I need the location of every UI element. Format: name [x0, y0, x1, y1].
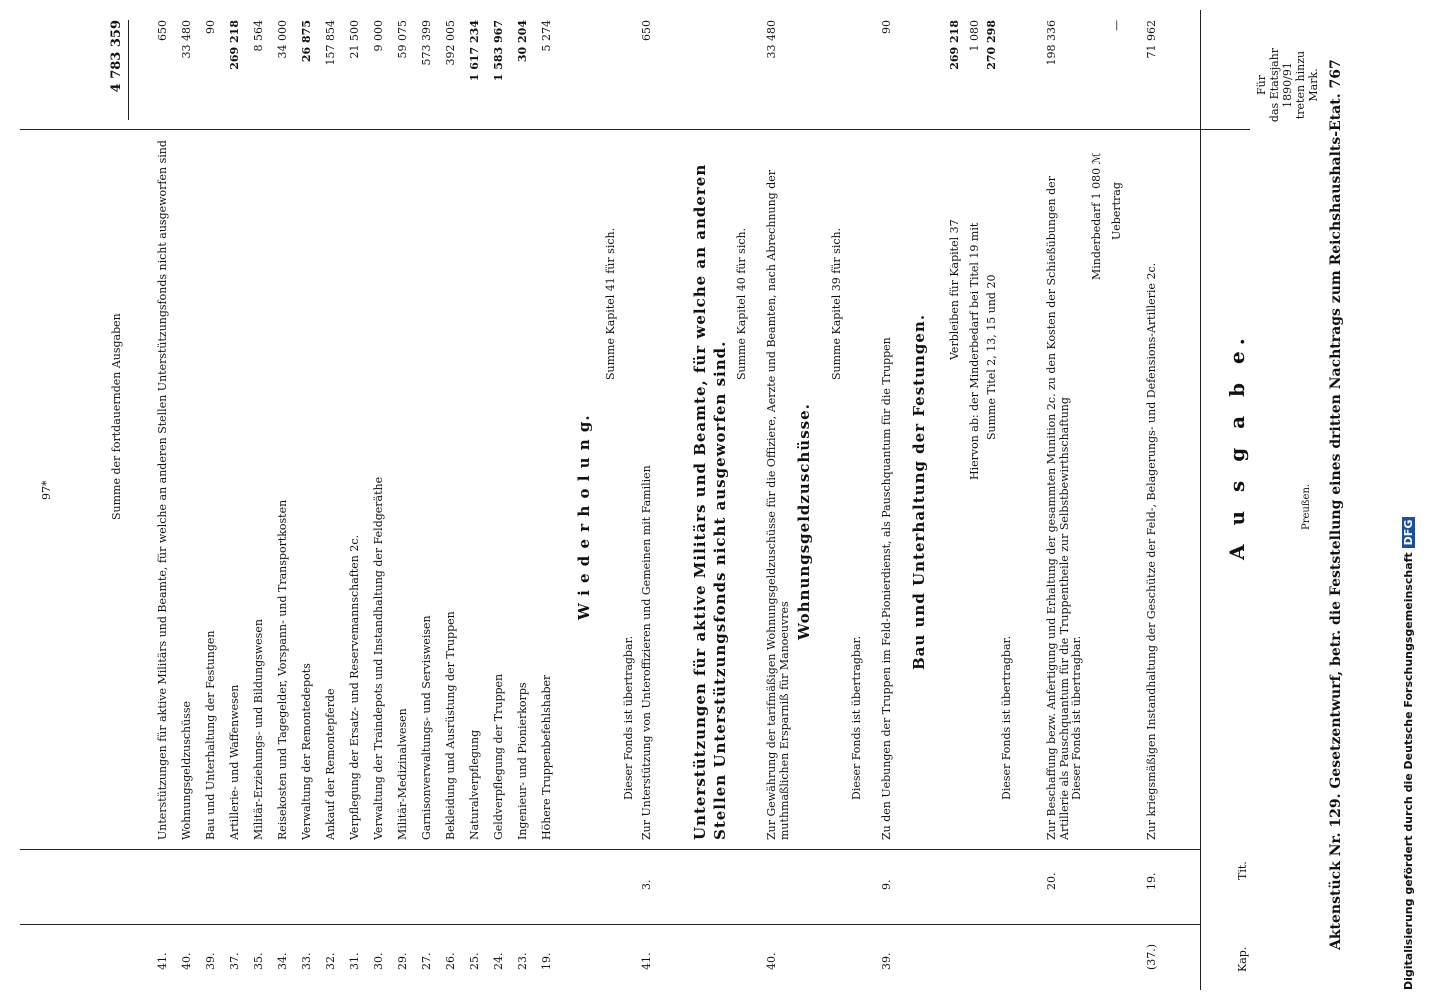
- section-sum: Summe Kapitel 39 für sich.: [830, 227, 843, 380]
- repeat-amount: 9 000: [372, 20, 385, 52]
- row-text: Zur Beschaffung bezw. Anfertigung und Erhaltung der gesammten Munition 2c. zu den Kosten der Schießübungen der Artillerie als Pauschquantum für die Truppentheile zur Selbstbewirthschaftung: [1045, 176, 1071, 840]
- repeat-kap: 32.: [324, 952, 337, 970]
- repeat-label: Verpflegung der Ersatz- und Reservemannschaften 2c.: [348, 534, 361, 840]
- section-title: A u s g a b e.: [1225, 332, 1249, 560]
- repeat-label: Verwaltung der Traindepots und Instandhaltung der Feldgeräthe: [372, 476, 385, 840]
- amount-header-line: das Etatsjahr: [1268, 47, 1281, 123]
- rule: [128, 20, 129, 120]
- side-stamp-text: [1402, 10, 1415, 990]
- row-text: Uebertrag: [1110, 182, 1123, 240]
- repeat-kap: 30.: [372, 952, 385, 970]
- row-note: Dieser Fonds ist übertragbar.: [1070, 635, 1083, 800]
- repeat-kap: 19.: [540, 952, 553, 970]
- repeat-kap: 23.: [516, 952, 529, 970]
- row-amount: 270 298: [985, 20, 998, 70]
- row-text: Hiervon ab: der Minderbedarf bei Titel 19 mit: [968, 222, 981, 480]
- section-heading: Wohnungsgeldzuschüsse.: [795, 403, 813, 640]
- repeat-label: Verwaltung der Remontedepots: [300, 663, 313, 840]
- repeat-amount: 1 583 967: [492, 20, 505, 82]
- repeat-amount: 33 480: [180, 20, 193, 59]
- row-amount: —: [1110, 20, 1123, 31]
- row-text: Minderbedarf 1 080 ℳ: [1090, 152, 1103, 280]
- tit-cell: 9.: [880, 879, 893, 890]
- repeat-kap: 34.: [276, 952, 289, 970]
- rule: [20, 849, 1200, 850]
- section-note: Dieser Fonds ist übertragbar.: [622, 635, 635, 800]
- repeat-kap: 26.: [444, 952, 457, 970]
- section-amount: 33 480: [765, 20, 778, 59]
- repeat-kap: 24.: [492, 952, 505, 970]
- rule: [20, 129, 1250, 130]
- repeat-amount: 26 875: [300, 20, 313, 63]
- dfg-logo: DFG: [1402, 517, 1415, 549]
- repeat-kap: 41.: [156, 952, 169, 970]
- repeat-amount: 90: [204, 20, 217, 34]
- amount-header-line: 1890/91: [1281, 62, 1294, 108]
- section-note: Dieser Fonds ist übertragbar.: [850, 635, 863, 800]
- state-label: Preußen.: [1301, 483, 1312, 530]
- repeat-amount: 34 000: [276, 20, 289, 59]
- repeat-kap: 31.: [348, 952, 361, 970]
- row-note: Dieser Fonds ist übertragbar.: [1000, 635, 1013, 800]
- repeat-label: Wohnungsgeldzuschüsse: [180, 701, 193, 840]
- row-text: Zur kriegsmäßigen Instandhaltung der Geschütze der Feld-, Belagerungs- und Defensions-Artillerie 2c.: [1145, 262, 1158, 840]
- repeat-amount: 157 854: [324, 20, 337, 66]
- page-footer: 97*: [40, 480, 53, 500]
- repeat-label: Artillerie- und Waffenwesen: [228, 684, 241, 840]
- repeat-amount: 8 564: [252, 20, 265, 52]
- repeat-label: Bau und Unterhaltung der Festungen: [204, 630, 217, 840]
- section-heading: Unterstützungen für aktive Militärs und Beamte, für welche an anderen Stellen Unterstützungsfonds nicht ausgeworfen sind.: [691, 163, 729, 840]
- section-amount: 90: [880, 20, 893, 34]
- repeat-label: Naturalverpflegung: [468, 729, 481, 840]
- tit-cell: 19.: [1145, 872, 1158, 890]
- stamp-label: Digitalisierung gefördert durch die Deutsche Forschungsgemeinschaft: [1402, 552, 1415, 990]
- repeat-label: Geldverpflegung der Truppen: [492, 673, 505, 840]
- section-heading: Bau und Unterhaltung der Festungen.: [910, 313, 928, 670]
- side-stamp: [1402, 10, 1428, 990]
- section-text: Zur Gewährung der tarifmäßigen Wohnungsgeldzuschüsse für die Offiziere, Aerzte und Beamten, nach Abrechnung der muthmaßlichen Ersparniß für Manoeuvres: [765, 169, 791, 840]
- repeat-amount: 573 399: [420, 20, 433, 66]
- tit-cell: 20.: [1045, 872, 1058, 890]
- rule: [1200, 10, 1201, 990]
- repeat-kap: 33.: [300, 952, 313, 970]
- kap-cell: 41.: [640, 952, 653, 970]
- col-tit-header: Tit.: [1236, 861, 1249, 880]
- row-amount: 269 218: [948, 20, 961, 70]
- section-sum: Summe Kapitel 40 für sich.: [735, 227, 748, 380]
- repeat-label: Ingenieur- und Pionierkorps: [516, 682, 529, 840]
- repeat-heading: W i e d e r h o l u n g.: [575, 414, 593, 620]
- repeat-label: Unterstützungen für aktive Militärs und Beamte, für welche an anderen Stellen Unterstützungsfonds nicht ausgeworfen sind: [156, 140, 169, 840]
- repeat-label: Reisekosten und Tagegelder, Vorspann- und Transportkosten: [276, 499, 289, 840]
- section-text: Zu den Uebungen der Truppen im Feld-Pionierdienst, als Pauschquantum für die Truppen: [880, 337, 893, 840]
- repeat-label: Militär-Medizinalwesen: [396, 708, 409, 840]
- page-header: Aktenstück Nr. 129. Gesetzentwurf, betr. die Feststellung eines dritten Nachtrags zum Reichshaushalts-Etat. 767: [1328, 59, 1344, 950]
- repeat-kap: 25.: [468, 952, 481, 970]
- repeat-kap: 27.: [420, 952, 433, 970]
- repeat-label: Garnisonverwaltungs- und Servisweisen: [420, 615, 433, 840]
- repeat-kap: 35.: [252, 952, 265, 970]
- kap-cell: 40.: [765, 952, 778, 970]
- row-text: Summe Titel 2, 13, 15 und 20: [985, 274, 998, 440]
- repeat-label: Bekleidung und Ausrüstung der Truppen: [444, 611, 457, 840]
- repeat-total-label: Summe der fortdauernden Ausgaben: [110, 313, 123, 520]
- repeat-label: Höhere Truppenbefehlshaber: [540, 674, 553, 840]
- kap-cell: 39.: [880, 952, 893, 970]
- row-amount: 71 962: [1145, 20, 1158, 59]
- section-sum: Summe Kapitel 41 für sich.: [604, 227, 617, 380]
- repeat-amount: 269 218: [228, 20, 241, 70]
- repeat-amount: 21 500: [348, 20, 361, 59]
- repeat-kap: 37.: [228, 952, 241, 970]
- rule: [20, 924, 1200, 925]
- kap-cell: (37.): [1145, 943, 1158, 970]
- tit-cell: 3.: [640, 879, 653, 890]
- section-amount: 650: [640, 20, 653, 41]
- repeat-amount: 59 075: [396, 20, 409, 59]
- repeat-label: Ankauf der Remontepferde: [324, 688, 337, 840]
- amount-header-line: treten hinzu: [1294, 50, 1307, 120]
- repeat-kap: 39.: [204, 952, 217, 970]
- repeat-amount: 650: [156, 20, 169, 41]
- section-text: Zur Unterstützung von Unteroffizieren und Gemeinen mit Familien: [640, 465, 653, 840]
- repeat-amount: 30 204: [516, 20, 529, 63]
- repeat-amount: 1 617 234: [468, 20, 481, 82]
- repeat-label: Militär-Erziehungs- und Bildungswesen: [252, 619, 265, 840]
- repeat-total-amount: 4 783 359: [109, 20, 124, 93]
- row-text: Verbleiben für Kapitel 37: [948, 219, 961, 360]
- repeat-kap: 29.: [396, 952, 409, 970]
- repeat-amount: 5 274: [540, 20, 553, 52]
- amount-header-line: Mark.: [1307, 68, 1320, 102]
- repeat-kap: 40.: [180, 952, 193, 970]
- row-amount: 1 080: [968, 20, 981, 52]
- col-kap-header: Kap.: [1236, 946, 1249, 972]
- row-amount: 198 336: [1045, 20, 1058, 66]
- amount-header: [1255, 25, 1320, 145]
- repeat-amount: 392 005: [444, 20, 457, 66]
- amount-header-line: Für: [1255, 75, 1268, 95]
